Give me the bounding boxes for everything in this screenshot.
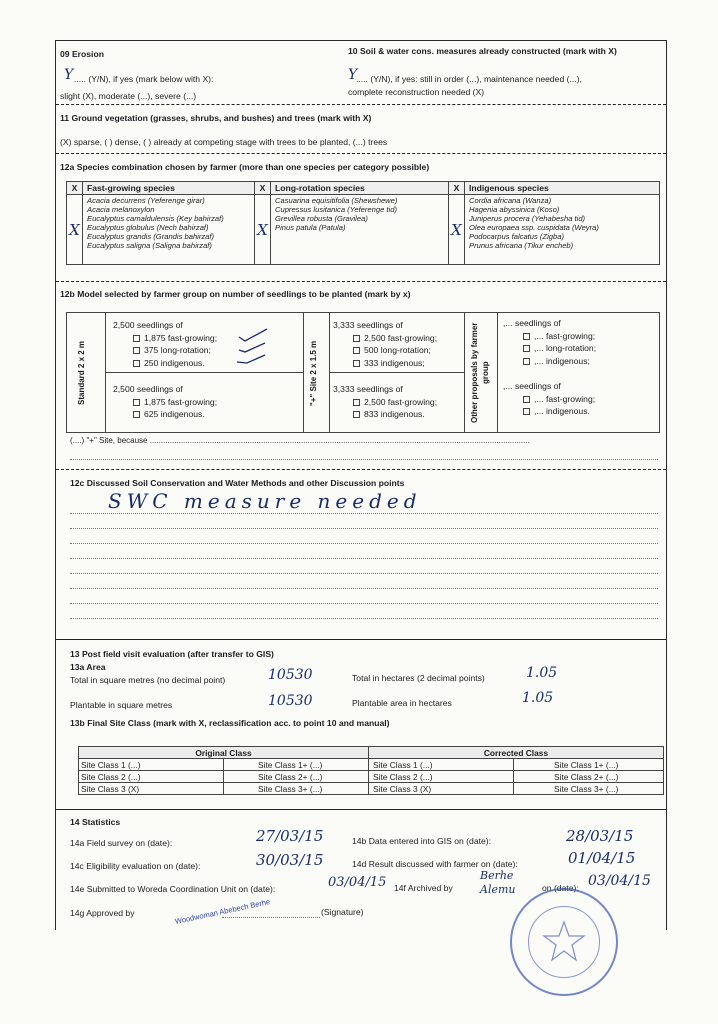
corr-cell: Site Class 3+ (...): [514, 783, 664, 795]
species-item: Prunus africana (Tikur encheb): [469, 241, 574, 250]
divider: [56, 281, 666, 282]
14a-value: 27/03/15: [256, 827, 324, 845]
divider: [56, 809, 666, 810]
orig-cell: Site Class 2 (...): [79, 771, 224, 783]
14f-name: Berhe Alemu: [480, 869, 516, 896]
dotted-line: [70, 513, 658, 514]
species-item: Pinus patula (Patula): [275, 223, 346, 232]
total-ha-value: 1.05: [526, 665, 558, 681]
other2-item: ,... indigenous.: [534, 406, 590, 416]
site-because: (....) "+" Site, because ...........................................................................................................................................................................: [70, 436, 530, 445]
orig-cell: Site Class 3 (X): [79, 783, 224, 795]
14d-label: 14d Result discussed with farmer on (date):: [352, 859, 518, 869]
14c-label: 14c Eligibility evaluation on (date):: [70, 861, 201, 871]
s12c-handwritten: SWC measure needed: [108, 489, 422, 513]
14f-value: 03/04/15: [588, 873, 651, 889]
other1-title: ,... seedlings of: [503, 318, 561, 328]
std1-item: 375 long-rotation;: [144, 345, 211, 355]
s10-line2: complete reconstruction needed (X): [348, 87, 485, 97]
s14-title: 14 Statistics: [70, 817, 121, 827]
long-mark: X: [255, 195, 271, 265]
col-x: X: [449, 182, 465, 195]
corr-cell: Site Class 1 (...): [369, 759, 514, 771]
plus1-item: 333 indigenous;: [364, 357, 425, 368]
species-item: Eucalyptus saligna (Saligna bahirzaf): [87, 241, 212, 250]
fast-mark: X: [67, 195, 83, 265]
plant-ha-label: Plantable area in hectares: [352, 698, 452, 708]
orig-cell: Site Class 1+ (...): [224, 759, 369, 771]
plus2-block: [333, 383, 437, 421]
orig-cell: Site Class 2+ (...): [224, 771, 369, 783]
s13a-title: 13a Area: [70, 662, 106, 672]
s11-line: (X) sparse, ( ) dense, ( ) already at competing stage with trees to be planted, (...) trees: [60, 137, 388, 147]
s13b-title: 13b Final Site Class (mark with X, reclassification acc. to point 10 and manual): [70, 718, 390, 728]
indig-list: [465, 195, 660, 265]
s09-title: 09 Erosion: [60, 49, 104, 59]
plant-m2-value: 10530: [268, 693, 313, 709]
species-item: Cupressus lusitanica (Yeferenge tid): [275, 205, 397, 214]
dotted-line: [70, 543, 658, 544]
s10-title: 10 Soil & water cons. measures already constructed (mark with X): [348, 46, 617, 56]
indig-mark: X: [449, 195, 465, 265]
species-item: Juniperus procera (Yehabesha tid): [469, 214, 586, 223]
other1-block: [503, 317, 596, 367]
col-long: Long-rotation species: [271, 182, 449, 195]
corrected-class-header: Corrected Class: [369, 747, 664, 759]
dotted-line: [70, 528, 658, 529]
plant-m2-label: Plantable in square metres: [70, 700, 173, 710]
species-item: Podocarpus falcatus (Zigba): [469, 232, 564, 241]
plant-ha-value: 1.05: [522, 690, 554, 706]
dotted-line: [70, 618, 658, 619]
col-fast: Fast-growing species: [83, 182, 255, 195]
orig-cell: Site Class 3+ (...): [224, 783, 369, 795]
species-item: Eucalyptus globulus (Nech bahirzaf): [87, 223, 209, 232]
14f-date-label: on (date):: [542, 883, 579, 893]
site-class-table: [78, 746, 664, 795]
col-indig: Indigenous species: [465, 182, 660, 195]
corr-cell: Site Class 1+ (...): [514, 759, 664, 771]
species-item: Grevillea robusta (Gravilea): [275, 214, 368, 223]
s09-line2: slight (X), moderate (...), severe (...): [60, 91, 197, 101]
std2-item: 1,875 fast-growing;: [144, 396, 218, 407]
species-item: Olea europaea ssp. cuspidata (Weyra): [469, 223, 599, 232]
dotted-line: [70, 558, 658, 559]
14a-label: 14a Field survey on (date):: [70, 838, 173, 848]
14b-label: 14b Data entered into GIS on (date):: [352, 836, 492, 846]
s13-title: 13 Post field visit evaluation (after transfer to GIS): [70, 649, 274, 659]
dotted-line: [70, 459, 658, 460]
std1-item: 1,875 fast-growing;: [144, 332, 218, 343]
total-m2-value: 10530: [268, 667, 313, 683]
14d-value: 01/04/15: [568, 849, 636, 867]
total-m2-label: Total in square metres (no decimal point): [70, 675, 226, 685]
std1-title: 2,500 seedlings of: [113, 320, 183, 330]
divider: [56, 104, 666, 105]
divider: [56, 639, 666, 640]
fast-list: [83, 195, 255, 265]
orig-cell: Site Class 1 (...): [79, 759, 224, 771]
14e-value: 03/04/15: [328, 875, 387, 890]
signature-label: (Signature): [321, 907, 364, 917]
total-ha-label: Total in hectares (2 decimal points): [352, 673, 485, 683]
14f-label: 14f Archived by: [394, 883, 453, 893]
model-box: [66, 312, 660, 433]
approver-stamp: Woodwoman Abebech Berhe: [174, 897, 271, 926]
other2-title: ,... seedlings of: [503, 381, 561, 391]
corr-cell: Site Class 2 (...): [369, 771, 514, 783]
std1-block: [113, 319, 217, 369]
plus1-item: 500 long-rotation;: [364, 345, 431, 355]
plus2-title: 3,333 seedlings of: [333, 384, 403, 394]
std2-title: 2,500 seedlings of: [113, 384, 183, 394]
species-item: Casuarina equisitifolia (Shewshewe): [275, 196, 398, 205]
species-item: Cordia africana (Wanza): [469, 196, 552, 205]
14c-value: 30/03/15: [256, 851, 324, 869]
s10-yn-value: Y: [348, 67, 358, 83]
species-item: Eucalyptus camaldulensis (Key bahirzaf): [87, 214, 224, 223]
s10-yn-text: ..... (Y/N), if yes: still in order (...), maintenance needed (...),: [356, 74, 582, 84]
14e-label: 14e Submitted to Woreda Coordination Unit on (date):: [70, 884, 276, 894]
col-x: X: [67, 182, 83, 195]
corr-cell: Site Class 3 (X): [369, 783, 514, 795]
other-label: Other proposals by farmer group: [470, 322, 490, 424]
divider: [56, 469, 666, 470]
long-list: [271, 195, 449, 265]
plus2-item: 2,500 fast-growing;: [364, 396, 438, 407]
dotted-line: [70, 573, 658, 574]
other1-item: ,... indigenous;: [534, 355, 590, 366]
original-class-header: Original Class: [79, 747, 369, 759]
other1-item: ,... long-rotation;: [534, 343, 597, 353]
s12b-title: 12b Model selected by farmer group on number of seedlings to be planted (mark by x): [60, 289, 411, 299]
form-page: [55, 40, 667, 930]
std2-item: 625 indigenous.: [144, 409, 205, 419]
col-x: X: [255, 182, 271, 195]
s09-yn-text: ..... (Y/N), if yes (mark below with X):: [74, 74, 214, 84]
corr-cell: Site Class 2+ (...): [514, 771, 664, 783]
standard-label: Standard 2 x 2 m: [77, 340, 86, 406]
dotted-line: [70, 588, 658, 589]
14b-value: 28/03/15: [566, 827, 634, 845]
other2-block: [503, 380, 595, 418]
s12c-title: 12c Discussed Soil Conservation and Water Methods and other Discussion points: [70, 478, 405, 488]
plus1-title: 3,333 seedlings of: [333, 320, 403, 330]
dotted-line: [70, 603, 658, 604]
s11-title: 11 Ground vegetation (grasses, shrubs, and bushes) and trees (mark with X): [60, 113, 372, 123]
plus-label: "+" Site 2 x 1.5 m: [309, 340, 318, 406]
std2-block: [113, 383, 217, 421]
species-item: Hagenia abyssinica (Koso): [469, 205, 560, 214]
14g-label: 14g Approved by: [70, 908, 135, 918]
s09-yn-value: Y: [64, 67, 74, 83]
divider: [56, 153, 666, 154]
check-marks: [235, 325, 275, 365]
other1-item: ,... fast-growing;: [534, 330, 596, 341]
species-item: Acacia melanoxylon: [87, 205, 155, 214]
signature-line: [222, 917, 320, 918]
plus1-item: 2,500 fast-growing;: [364, 332, 438, 343]
std1-item: 250 indigenous.: [144, 357, 205, 368]
plus2-item: 833 indigenous.: [364, 409, 425, 419]
seal-star-icon: [540, 918, 588, 966]
species-item: Eucalyptus grandis (Grandis bahirzaf): [87, 232, 215, 241]
s12a-title: 12a Species combination chosen by farmer (more than one species per category possible): [60, 162, 430, 172]
other2-item: ,... fast-growing;: [534, 393, 596, 404]
species-table: [66, 181, 660, 265]
species-item: Acacia decurrens (Yeferenge girar): [87, 196, 205, 205]
plus1-block: [333, 319, 437, 369]
